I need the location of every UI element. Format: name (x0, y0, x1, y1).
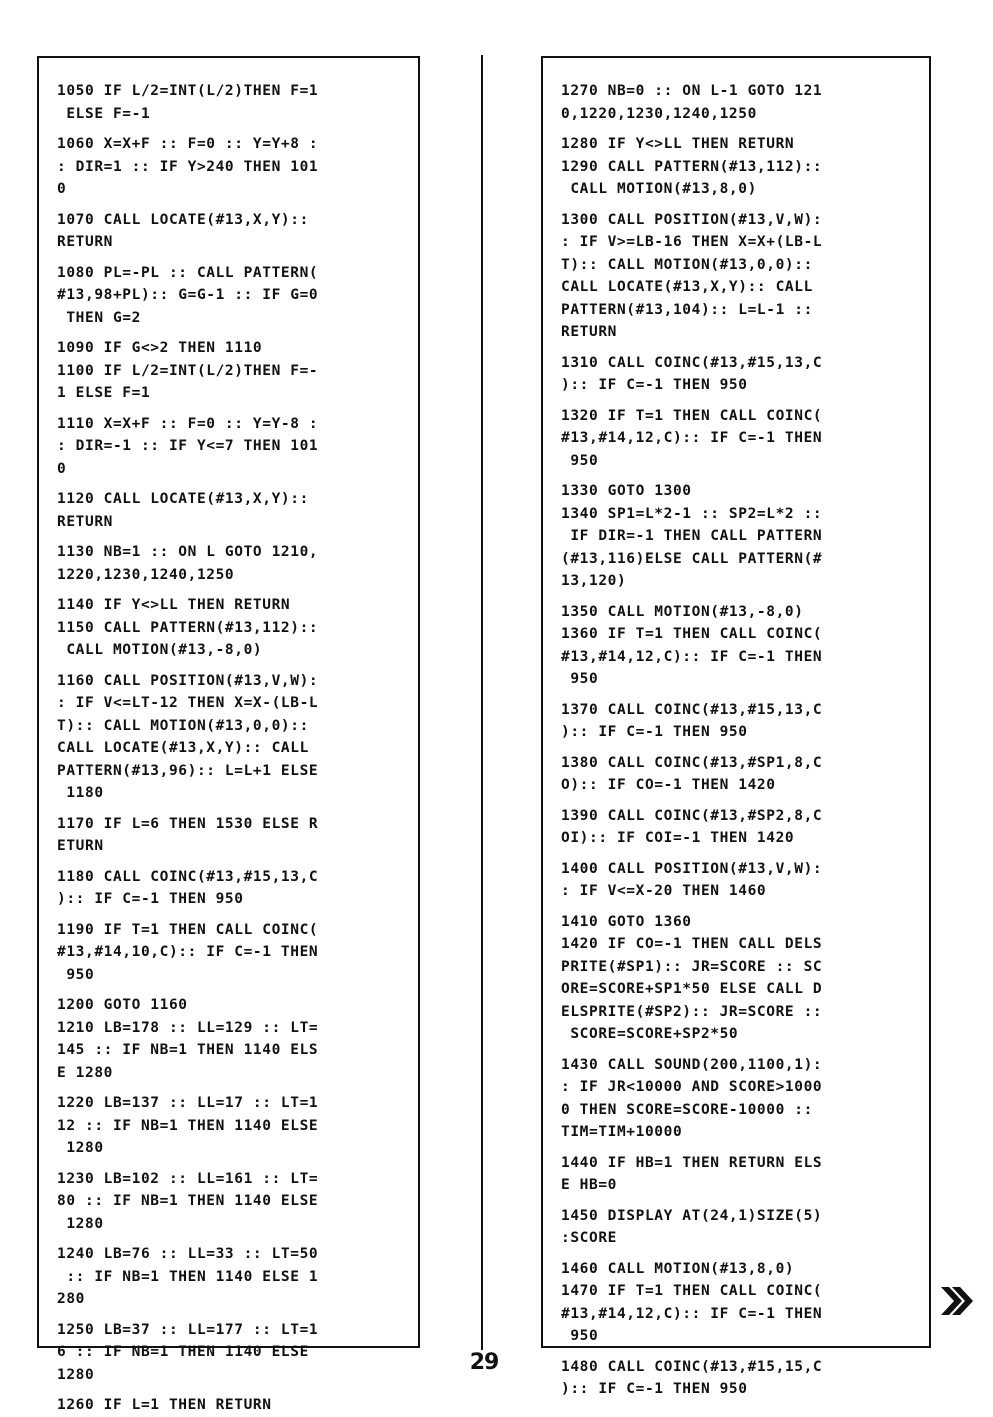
statement-gap (561, 125, 915, 133)
code-statement (561, 133, 915, 156)
code-line: 1220,1230,1240,1250 (57, 566, 235, 583)
code-statement (561, 156, 915, 201)
code-line: 0 (57, 181, 67, 197)
statement-gap (561, 1348, 915, 1356)
code-statement (57, 262, 404, 330)
code-statement (57, 919, 404, 987)
code-line: 1120 CALL LOCATE(#13,X,Y):: (57, 491, 309, 507)
code-line: #13,98+PL):: G=G-1 :: IF G=0 (57, 287, 319, 303)
code-line: 145 :: IF NB=1 THEN 1140 ELS (57, 1042, 319, 1058)
code-line: ELSPRITE(#SP2):: JR=SCORE :: (561, 1003, 823, 1020)
code-statement (561, 858, 915, 903)
code-line: 1310 CALL COINC(#13,#15,13,C (561, 354, 823, 371)
statement-gap (57, 405, 404, 413)
statement-gap (561, 1144, 915, 1152)
code-statement (57, 594, 404, 617)
code-line: 0 (57, 460, 67, 477)
statement-gap (561, 1250, 915, 1258)
code-line: TIM=TIM+10000 (561, 1124, 683, 1140)
right-code-panel (541, 56, 931, 1397)
code-line: 1280 (57, 1215, 104, 1232)
code-line: E HB=0 (561, 1177, 617, 1193)
code-statement (57, 1017, 404, 1085)
code-line: CALL MOTION(#13,8,0) (561, 181, 757, 197)
code-statement (561, 1356, 915, 1401)
statement-gap (57, 125, 404, 133)
code-line: 1320 IF T=1 THEN CALL COINC( (561, 407, 823, 424)
code-statement (57, 994, 404, 1017)
code-statement (561, 1054, 915, 1144)
code-statement (57, 1092, 404, 1160)
code-line: 1170 IF L=6 THEN 1530 ELSE R (57, 815, 319, 832)
code-line: : IF JR<10000 AND SCORE>1000 (561, 1079, 823, 1095)
code-line: #13,#14,12,C):: IF C=-1 THEN (561, 1305, 823, 1322)
code-line: 1180 CALL COINC(#13,#15,13,C (57, 868, 319, 885)
statement-gap (561, 344, 915, 352)
code-line: 1080 PL=-PL :: CALL PATTERN( (57, 264, 319, 281)
code-line: 1140 IF Y<>LL THEN RETURN (57, 597, 291, 613)
code-line: 1280 IF Y<>LL THEN RETURN (561, 136, 795, 152)
code-statement (57, 617, 404, 662)
code-statement (57, 488, 404, 533)
code-line: E 1280 (57, 1064, 113, 1081)
code-statement (57, 337, 404, 360)
code-statement (561, 1205, 915, 1250)
statement-gap (561, 744, 915, 752)
code-line: 1240 LB=76 :: LL=33 :: LT=50 (57, 1246, 319, 1262)
code-line: 1350 CALL MOTION(#13,-8,0) (561, 603, 804, 620)
code-statement (561, 503, 915, 593)
code-line: 1280 (57, 1366, 95, 1383)
page-number: 29 (469, 1350, 499, 1375)
code-line: PATTERN(#13,104):: L=L-1 :: (561, 301, 813, 318)
code-line: 1460 CALL MOTION(#13,8,0) (561, 1260, 795, 1277)
statement-gap (57, 1311, 404, 1319)
statement-gap (57, 201, 404, 209)
code-line: 1130 NB=1 :: ON L GOTO 1210, (57, 544, 319, 560)
code-line: PATTERN(#13,96):: L=L+1 ELSE (57, 762, 319, 779)
code-statement (561, 601, 915, 624)
code-line: 1050 IF L/2=INT(L/2)THEN F=1 (57, 83, 319, 99)
code-line: : DIR=-1 :: IF Y<=7 THEN 101 (57, 438, 319, 454)
code-line: OI):: IF COI=-1 THEN 1420 (561, 830, 795, 846)
code-line: 1070 CALL LOCATE(#13,X,Y):: (57, 211, 309, 228)
code-line: :: IF NB=1 THEN 1140 ELSE 1 (57, 1268, 319, 1285)
code-line: T):: CALL MOTION(#13,0,0):: (561, 256, 813, 273)
code-line: 1160 CALL POSITION(#13,V,W): (57, 672, 319, 689)
code-line: 0,1220,1230,1240,1250 (561, 105, 757, 122)
code-line: 1340 SP1=L*2-1 :: SP2=L*2 :: (561, 505, 823, 522)
statement-gap (561, 1046, 915, 1054)
code-line: 1430 CALL SOUND(200,1100,1): (561, 1056, 823, 1073)
code-statement (561, 623, 915, 691)
code-line: : IF V>=LB-16 THEN X=X+(LB-L (561, 234, 823, 250)
code-line: 1210 LB=178 :: LL=129 :: LT= (57, 1019, 319, 1036)
code-line: :SCORE (561, 1230, 617, 1246)
code-line: 1110 X=X+F :: F=0 :: Y=Y-8 : (57, 415, 319, 432)
code-line: 1300 CALL POSITION(#13,V,W): (561, 211, 823, 228)
code-line: 1370 CALL COINC(#13,#15,13,C (561, 701, 823, 718)
code-line: 1180 (57, 785, 104, 801)
code-statement (57, 360, 404, 405)
code-line: : DIR=1 :: IF Y>240 THEN 101 (57, 158, 319, 175)
code-line: PRITE(#SP1):: JR=SCORE :: SC (561, 958, 823, 975)
statement-gap (561, 1197, 915, 1205)
code-line: 1190 IF T=1 THEN CALL COINC( (57, 921, 319, 938)
code-line: 1480 CALL COINC(#13,#15,15,C (561, 1358, 823, 1375)
statement-gap (561, 903, 915, 911)
statement-gap (57, 1160, 404, 1168)
code-line: 1420 IF CO=-1 THEN CALL DELS (561, 936, 823, 952)
code-line: 1330 GOTO 1300 (561, 483, 692, 499)
statement-gap (57, 805, 404, 813)
code-statement (561, 352, 915, 397)
code-statement (57, 413, 404, 481)
code-statement (57, 1168, 404, 1236)
code-line: 1060 X=X+F :: F=0 :: Y=Y+8 : (57, 136, 319, 152)
code-line: 950 (561, 452, 599, 469)
code-line: 80 :: IF NB=1 THEN 1140 ELSE (57, 1193, 319, 1209)
code-line: 1270 NB=0 :: ON L-1 GOTO 121 (561, 83, 823, 99)
code-line: 1260 IF L=1 THEN RETURN (57, 1397, 272, 1413)
code-line: 1450 DISPLAY AT(24,1)SIZE(5) (561, 1207, 823, 1224)
code-statement (57, 670, 404, 805)
statement-gap (561, 201, 915, 209)
code-line: CALL MOTION(#13,-8,0) (57, 642, 263, 658)
code-statement (57, 541, 404, 586)
code-line: RETURN (561, 324, 617, 340)
code-statement (57, 209, 404, 254)
code-line: IF DIR=-1 THEN CALL PATTERN (561, 528, 823, 544)
statement-gap (561, 797, 915, 805)
code-statement (561, 1258, 915, 1281)
code-line: CALL LOCATE(#13,X,Y):: CALL (561, 279, 813, 295)
code-line: 950 (57, 966, 95, 983)
code-line: 0 THEN SCORE=SCORE-10000 :: (561, 1101, 813, 1118)
code-statement (57, 813, 404, 858)
code-line: ):: IF C=-1 THEN 950 (561, 1381, 748, 1397)
code-line: ORE=SCORE+SP1*50 ELSE CALL D (561, 981, 823, 997)
code-line: : IF V<=LT-12 THEN X=X-(LB-L (57, 695, 319, 711)
code-statement (561, 911, 915, 934)
code-line: #13,#14,12,C):: IF C=-1 THEN (561, 648, 823, 665)
code-line: 1410 GOTO 1360 (561, 913, 692, 930)
code-line: RETURN (57, 513, 113, 530)
code-line: SCORE=SCORE+SP2*50 (561, 1026, 739, 1042)
code-statement (561, 699, 915, 744)
statement-gap (57, 254, 404, 262)
code-line: 1280 (57, 1140, 104, 1156)
code-line: 1400 CALL POSITION(#13,V,W): (561, 860, 823, 877)
statement-gap (561, 850, 915, 858)
code-line: ETURN (57, 838, 104, 854)
code-statement (57, 1319, 404, 1387)
left-code-panel (37, 56, 420, 1413)
code-line: 1470 IF T=1 THEN CALL COINC( (561, 1283, 823, 1299)
code-line: 280 (57, 1291, 85, 1307)
code-line: O):: IF CO=-1 THEN 1420 (561, 777, 776, 793)
code-line: 950 (561, 1328, 599, 1344)
statement-gap (57, 1235, 404, 1243)
code-statement (561, 805, 915, 850)
code-line: 1090 IF G<>2 THEN 1110 (57, 340, 263, 356)
code-statement (561, 480, 915, 503)
code-line: 1230 LB=102 :: LL=161 :: LT= (57, 1170, 319, 1187)
code-line: 1250 LB=37 :: LL=177 :: LT=1 (57, 1321, 319, 1338)
code-statement (561, 933, 915, 1046)
code-line: 1440 IF HB=1 THEN RETURN ELS (561, 1154, 823, 1171)
code-statement (561, 80, 915, 125)
code-line: ELSE F=-1 (57, 105, 151, 122)
continue-arrow-icon (940, 1286, 974, 1316)
code-line: 1200 GOTO 1160 (57, 997, 188, 1013)
code-statement (561, 1280, 915, 1348)
code-line: RETURN (57, 234, 113, 250)
statement-gap (57, 329, 404, 337)
code-line: #13,#14,10,C):: IF C=-1 THEN (57, 944, 319, 960)
code-line: ):: IF C=-1 THEN 950 (561, 724, 748, 740)
code-line: : IF V<=X-20 THEN 1460 (561, 883, 767, 899)
code-line: CALL LOCATE(#13,X,Y):: CALL (57, 740, 309, 756)
code-line: 1360 IF T=1 THEN CALL COINC( (561, 626, 823, 642)
code-line: T):: CALL MOTION(#13,0,0):: (57, 717, 309, 734)
code-line: 13,120) (561, 573, 627, 589)
code-statement (57, 1243, 404, 1311)
code-line: 1150 CALL PATTERN(#13,112):: (57, 619, 319, 636)
statement-gap (561, 397, 915, 405)
statement-gap (57, 480, 404, 488)
statement-gap (57, 533, 404, 541)
code-line: 1290 CALL PATTERN(#13,112):: (561, 158, 823, 175)
code-line: ):: IF C=-1 THEN 950 (561, 377, 748, 393)
statement-gap (561, 691, 915, 699)
code-line: (#13,116)ELSE CALL PATTERN(# (561, 550, 823, 567)
code-line: 1220 LB=137 :: LL=17 :: LT=1 (57, 1095, 319, 1111)
code-statement (57, 1394, 404, 1417)
code-line: #13,#14,12,C):: IF C=-1 THEN (561, 430, 823, 446)
code-line: THEN G=2 (57, 309, 141, 326)
code-line: 1380 CALL COINC(#13,#SP1,8,C (561, 754, 823, 771)
code-statement (561, 209, 915, 344)
statement-gap (57, 662, 404, 670)
code-statement (561, 1152, 915, 1197)
statement-gap (57, 1386, 404, 1394)
statement-gap (561, 593, 915, 601)
statement-gap (57, 858, 404, 866)
code-statement (561, 752, 915, 797)
code-line: 6 :: IF NB=1 THEN 1140 ELSE (57, 1344, 309, 1360)
code-line: 1 ELSE F=1 (57, 385, 151, 401)
statement-gap (57, 586, 404, 594)
statement-gap (57, 911, 404, 919)
code-line: 1100 IF L/2=INT(L/2)THEN F=- (57, 362, 319, 379)
code-statement (57, 866, 404, 911)
code-statement (561, 405, 915, 473)
code-line: 950 (561, 671, 599, 687)
statement-gap (57, 986, 404, 994)
statement-gap (57, 1084, 404, 1092)
column-divider (481, 55, 483, 1350)
code-statement (57, 133, 404, 201)
code-line: 12 :: IF NB=1 THEN 1140 ELSE (57, 1117, 319, 1134)
code-line: ):: IF C=-1 THEN 950 (57, 891, 244, 907)
code-line: 1390 CALL COINC(#13,#SP2,8,C (561, 807, 823, 824)
code-statement (57, 80, 404, 125)
statement-gap (561, 472, 915, 480)
